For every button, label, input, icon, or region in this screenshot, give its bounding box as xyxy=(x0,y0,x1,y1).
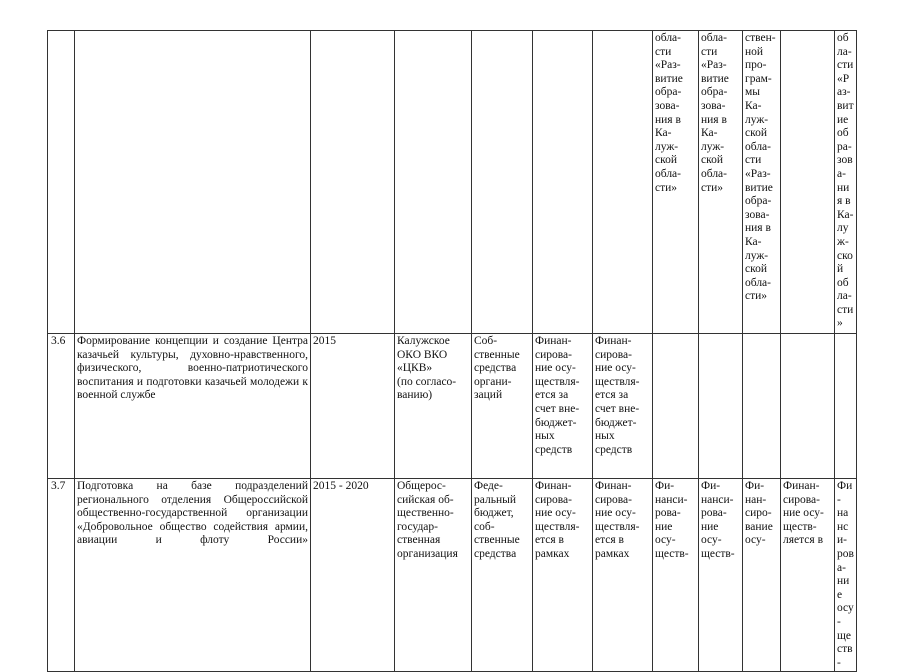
funding-cell-12: обла- сти «Раз- витие обра- зова- ния в Ка- луж- ской обла- сти» xyxy=(835,31,857,334)
table-row xyxy=(48,334,857,479)
funding-cell-12 xyxy=(835,334,857,479)
funding-cell-10: ствен- ной про- грам- мы Ка- луж- ской обла- сти «Раз- витие обра- зова- ния в Ка- луж- ской обла- сти» xyxy=(743,31,781,334)
source-cell xyxy=(472,31,533,334)
funding-cell-8: Фи- нанси- рова- ние осу- ществ- xyxy=(653,479,699,672)
funding-cell-7 xyxy=(593,31,653,334)
funding-cell-11: Финан- сирова- ние осу- ществ- ляется в xyxy=(781,479,835,672)
row-number xyxy=(48,31,75,334)
term-cell xyxy=(311,31,395,334)
row-number: 3.6 xyxy=(48,334,75,479)
executor-cell xyxy=(395,31,472,334)
funding-cell-9 xyxy=(699,334,743,479)
executor-cell: Калужское ОКО ВКО «ЦКВ» (по согласо- ванию) xyxy=(395,334,472,479)
term-cell: 2015 xyxy=(311,334,395,479)
funding-cell-8: обла- сти «Раз- витие обра- зова- ния в Ка- луж- ской обла- сти» xyxy=(653,31,699,334)
funding-cell-7: Финан- сирова- ние осу- ществля- ется за счет вне- бюджет- ных средств xyxy=(593,334,653,479)
funding-cell-11 xyxy=(781,31,835,334)
funding-cell-10: Фи- нан- сиро- вание осу- xyxy=(743,479,781,672)
measure-name xyxy=(75,31,311,334)
funding-cell-9: обла- сти «Раз- витие обра- зова- ния в Ка- луж- ской обла- сти» xyxy=(699,31,743,334)
table-row xyxy=(48,479,857,672)
program-measures-table xyxy=(47,30,857,672)
funding-cell-6: Финан- сирова- ние осу- ществля- ется в рамках xyxy=(533,479,593,672)
table-row xyxy=(48,31,857,334)
funding-cell-8 xyxy=(653,334,699,479)
funding-cell-9: Фи- нанси- рова- ние осу- ществ- xyxy=(699,479,743,672)
source-cell: Соб- ственные средства органи- заций xyxy=(472,334,533,479)
executor-cell: Общерос- сийская об- щественно- государ- ственная организация xyxy=(395,479,472,672)
source-cell: Феде- ральный бюджет, соб- ственные средства xyxy=(472,479,533,672)
funding-cell-6 xyxy=(533,31,593,334)
funding-cell-12: Фи- нанси- рова- ние осу- ществ- xyxy=(835,479,857,672)
row-number: 3.7 xyxy=(48,479,75,672)
funding-cell-6: Финан- сирова- ние осу- ществля- ется за счет вне- бюджет- ных средств xyxy=(533,334,593,479)
measure-name: Формирование концепции и создание Центра казачьей культуры, духовно-нравственного, физического, военно-патриотического воспитания и подготовки казачьей молодежи к военной службе xyxy=(75,334,311,479)
measure-name: Подготовка на базе подразделений регионального отделения Общероссийской общественно-государственной организации «Добровольное общество содействия армии, авиации и флоту России» xyxy=(75,479,311,672)
funding-cell-10 xyxy=(743,334,781,479)
funding-cell-11 xyxy=(781,334,835,479)
term-cell: 2015 - 2020 xyxy=(311,479,395,672)
funding-cell-7: Финан- сирова- ние осу- ществля- ется в рамках xyxy=(593,479,653,672)
